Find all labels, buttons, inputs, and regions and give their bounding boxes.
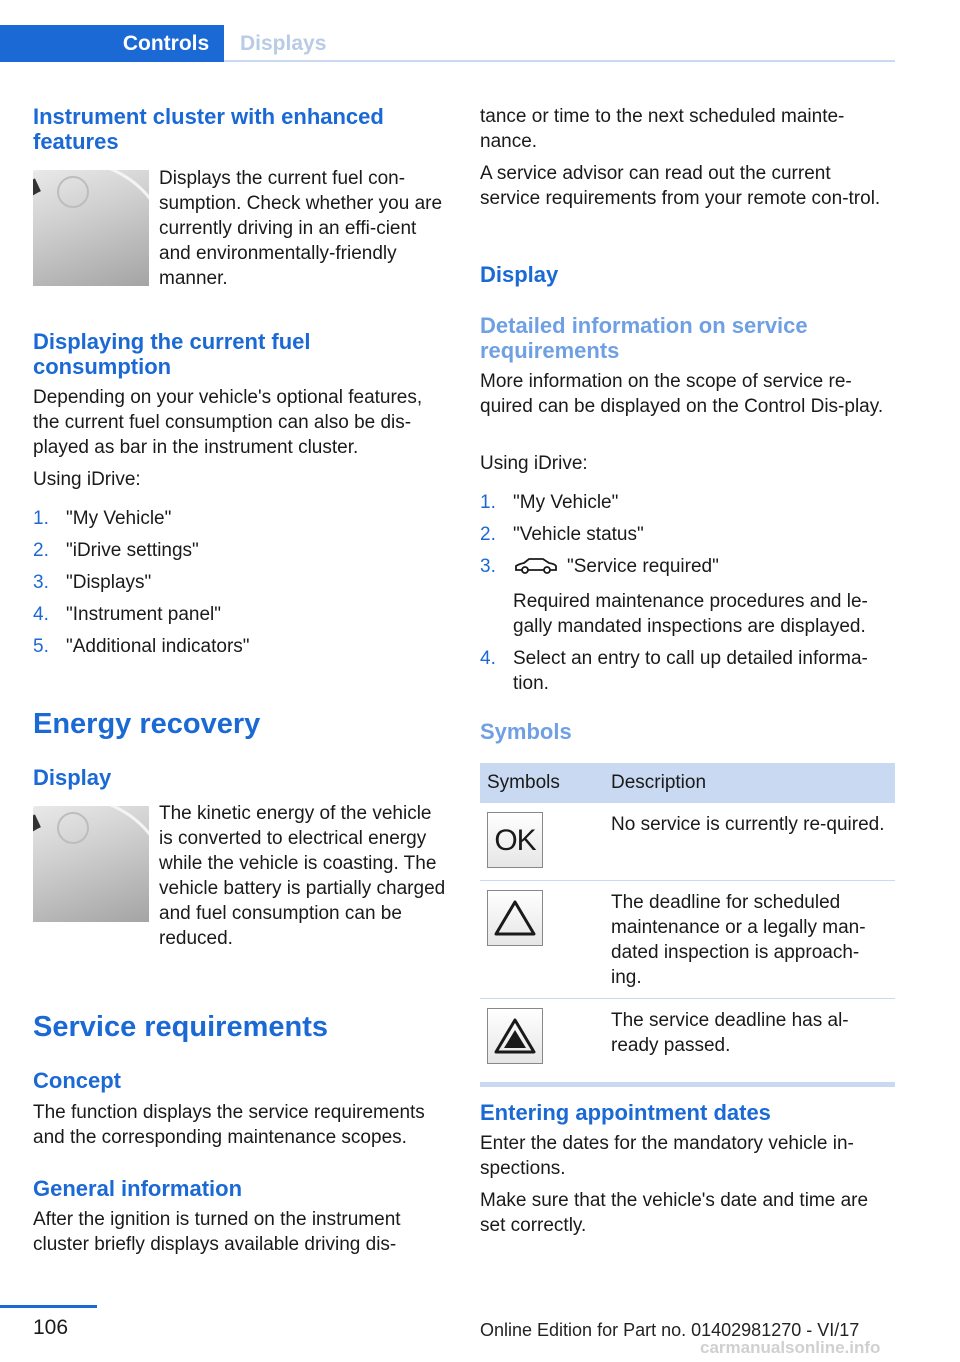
driving-distance-text: tance or time to the next scheduled mainte-nance. — [480, 106, 845, 152]
instrument-cluster-image — [33, 170, 149, 286]
table-row — [480, 803, 895, 880]
heading-service-requirements: Service requirements — [33, 1011, 328, 1043]
general-information-text: After the ignition is turned on the instrument cluster briefly displays available driving dis- — [33, 1209, 401, 1255]
symbols-table — [480, 763, 895, 1075]
using-idrive-label-right: Using iDrive: — [480, 453, 588, 474]
detailed-information-text: More information on the scope of service re-quired can be displayed on the Control Dis-play. — [480, 371, 884, 417]
using-idrive-label: Using iDrive: — [33, 469, 141, 490]
list-item: 4. Select an entry to call up detailed informa-tion. — [480, 648, 868, 694]
heading-energy-recovery: Energy recovery — [33, 708, 261, 740]
section-title-concept: Concept — [33, 1068, 121, 1093]
tab-controls-label: Controls — [122, 32, 210, 55]
table-row — [480, 998, 895, 1075]
energy-text: The kinetic energy of the vehicle is converted to electrical energy while the vehicle is coasting. The vehicle battery is partially charged and fuel consumption can be reduced. — [159, 803, 446, 949]
service-steps-list — [480, 490, 895, 703]
list-item: 3. "Displays" — [33, 572, 152, 593]
service-advisor-text: A service advisor can read out the current service requirements from your remote con-trol. — [480, 163, 881, 209]
page-number: 106 — [33, 1316, 69, 1339]
section-title-display: Display — [480, 262, 559, 287]
section-title-energy-display: Display — [33, 765, 112, 790]
footer-accent-line — [0, 1305, 97, 1308]
warning-triangle-outline-icon — [487, 890, 543, 946]
column-header-description: Description — [604, 763, 895, 803]
list-item: 1. "My Vehicle" — [33, 508, 172, 529]
section-title-appointment-dates: Entering appointment dates — [480, 1100, 771, 1125]
edition-text: Online Edition for Part no. 01402981270 - VI/17 — [480, 1320, 860, 1340]
row-approaching-description: The deadline for scheduled maintenance or a legally man-dated inspection is approach-ing. — [604, 880, 895, 998]
list-item: 1. "My Vehicle" — [480, 492, 619, 513]
row-ok-description: No service is currently re-quired. — [604, 803, 895, 880]
list-item: 2. "Vehicle status" — [480, 524, 644, 545]
warning-triangle-filled-icon — [487, 1008, 543, 1064]
symbols-table-wrap — [480, 763, 895, 1087]
section-title-symbols: Symbols — [480, 719, 572, 744]
tab-controls[interactable] — [0, 25, 224, 62]
instrument-cluster-text: Displays the current fuel con-sumption. Check whether you are currently driving in an effi-cient and environmentally-friendly manner. — [159, 168, 443, 289]
watermark-text: carmanualsonline.info — [700, 1338, 881, 1357]
section-title-instrument-cluster: Instrument cluster with enhanced features — [33, 104, 384, 154]
fuel-steps-list — [33, 506, 448, 666]
section-title-general-information: General information — [33, 1176, 243, 1201]
table-row — [480, 880, 895, 998]
car-service-icon — [513, 557, 559, 582]
section-title-fuel-consumption: Displaying the current fuel consumption — [33, 329, 311, 379]
ok-symbol: OK — [487, 812, 543, 868]
appointment-text-2: Make sure that the vehicle's date and time are set correctly. — [480, 1190, 869, 1236]
concept-text: The function displays the service requirements and the corresponding maintenance scopes. — [33, 1102, 425, 1148]
page-header — [0, 25, 895, 62]
step3-description: Required maintenance procedures and le-gally mandated inspections are displayed. — [513, 591, 868, 637]
appointment-text-1: Enter the dates for the mandatory vehicle in-spections. — [480, 1133, 854, 1179]
list-item: 5. "Additional indicators" — [33, 636, 250, 657]
table-header-row — [480, 763, 895, 803]
table-bottom-border — [480, 1082, 895, 1087]
list-item: 4. "Instrument panel" — [33, 604, 222, 625]
list-item: 2. "iDrive settings" — [33, 540, 199, 561]
list-item: 3. "Service required" Required maintenance procedures and le-gally mandated inspections are displayed. — [480, 554, 895, 639]
energy-text-wrap — [159, 801, 449, 951]
column-header-symbols: Symbols — [480, 763, 604, 803]
section-title-detailed-information: Detailed information on service requirements — [480, 313, 808, 363]
tab-displays[interactable]: Displays — [240, 32, 327, 55]
energy-recovery-image — [33, 806, 149, 922]
row-passed-description: The service deadline has al-ready passed. — [611, 1009, 849, 1056]
fuel-consumption-text: Depending on your vehicle's optional features, the current fuel consumption can also be dis-played as bar in the instrument cluster. — [33, 387, 423, 458]
